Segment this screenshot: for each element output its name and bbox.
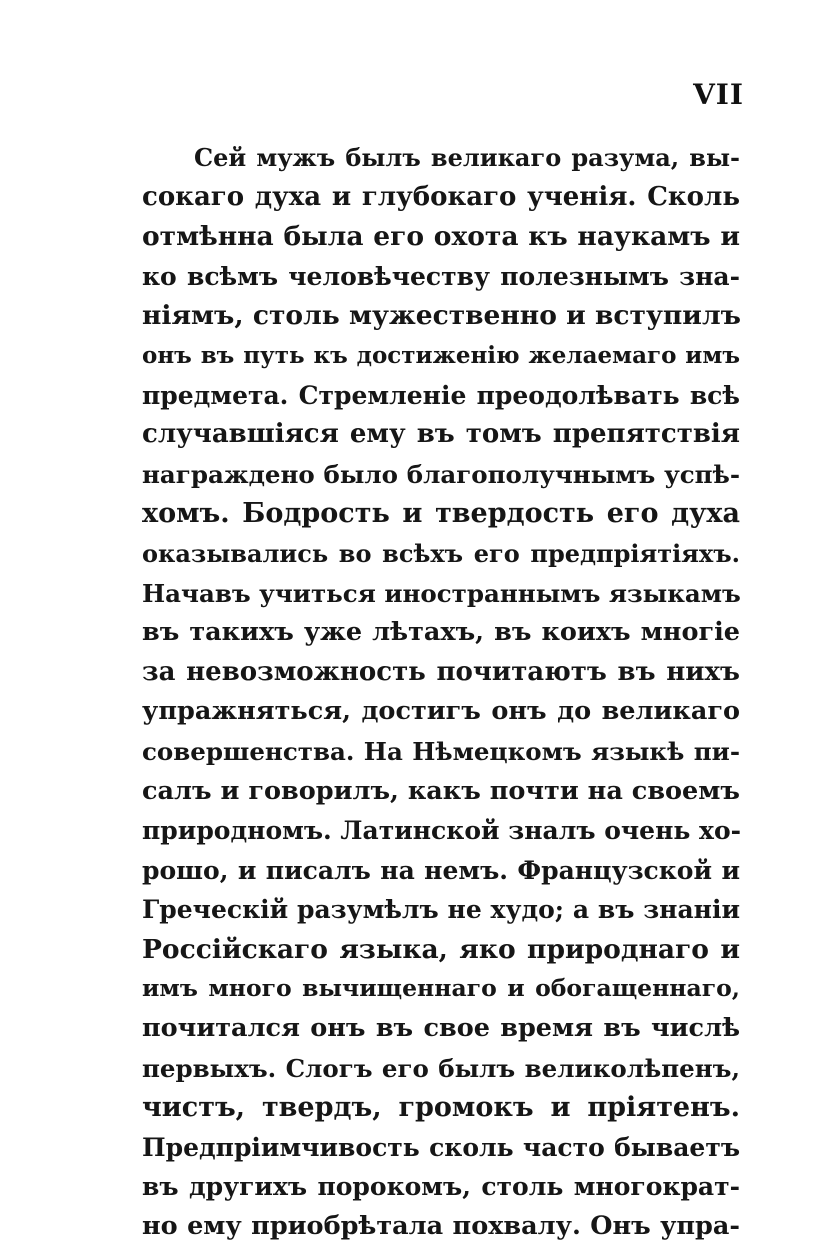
text-line: упражняться, достигъ онъ до великаго [142, 696, 740, 727]
text-line: чистъ, твердъ, громокъ и пріятенъ. [142, 1092, 740, 1124]
text-line: имъ много вычищеннаго и обогащеннаго, [142, 974, 740, 1003]
text-line: Предпріимчивость сколь часто бываетъ [142, 1132, 740, 1162]
text-line: въ другихъ порокомъ, столь многократ- [142, 1172, 740, 1202]
text-line: салъ и говорилъ, какъ почти на своемъ [142, 775, 740, 806]
text-line: почитался онъ въ свое время въ числѣ [142, 1013, 740, 1044]
text-line: случавшіяся ему въ томъ препятствія [142, 419, 740, 450]
text-line: Начавъ учиться иностраннымъ языкамъ [142, 578, 741, 608]
text-line: рошо, и писалъ на немъ. Французской и [142, 855, 740, 885]
text-line: первыхъ. Слогъ его былъ великолѣпенъ, [142, 1053, 740, 1083]
text-line: Сей мужъ былъ великаго разума, вы- [194, 143, 740, 172]
text-line: предмета. Стремленіе преодолѣвать всѣ [142, 380, 740, 410]
text-line: хомъ. Бодрость и твердость его духа [142, 498, 740, 530]
text-line: награждено было благополучнымъ успѣ- [142, 459, 740, 489]
text-line: ніямъ, столь мужественно и вступилъ [142, 300, 741, 332]
page-number: VII [693, 78, 744, 111]
text-line: но ему приобрѣтала похвалу. Онъ упра- [142, 1211, 740, 1242]
text-line: Россійскаго языка, яко природнаго и [142, 933, 740, 965]
text-line: въ такихъ уже лѣтахъ, въ коихъ многіе [142, 617, 740, 648]
text-line: сокаго духа и глубокаго ученія. Сколь [142, 181, 740, 212]
text-line: отмѣнна была его охота къ наукамъ и [142, 221, 740, 253]
text-line: природномъ. Латинской зналъ очень хо- [142, 816, 742, 846]
text-line: ко всѣмъ человѣчеству полезнымъ зна- [142, 261, 740, 291]
text-line: за невозможность почитаютъ въ нихъ [142, 656, 740, 687]
text-line: совершенства. На Нѣмецкомъ языкѣ пи- [142, 736, 740, 766]
text-line: онъ въ путь къ достиженію желаемаго имъ [142, 341, 740, 369]
text-line: Греческій разумѣлъ не худо; а въ знаніи [142, 895, 740, 925]
body-text [142, 138, 740, 1247]
text-line: оказывались во всѣхъ его предпріятіяхъ. [142, 538, 740, 568]
